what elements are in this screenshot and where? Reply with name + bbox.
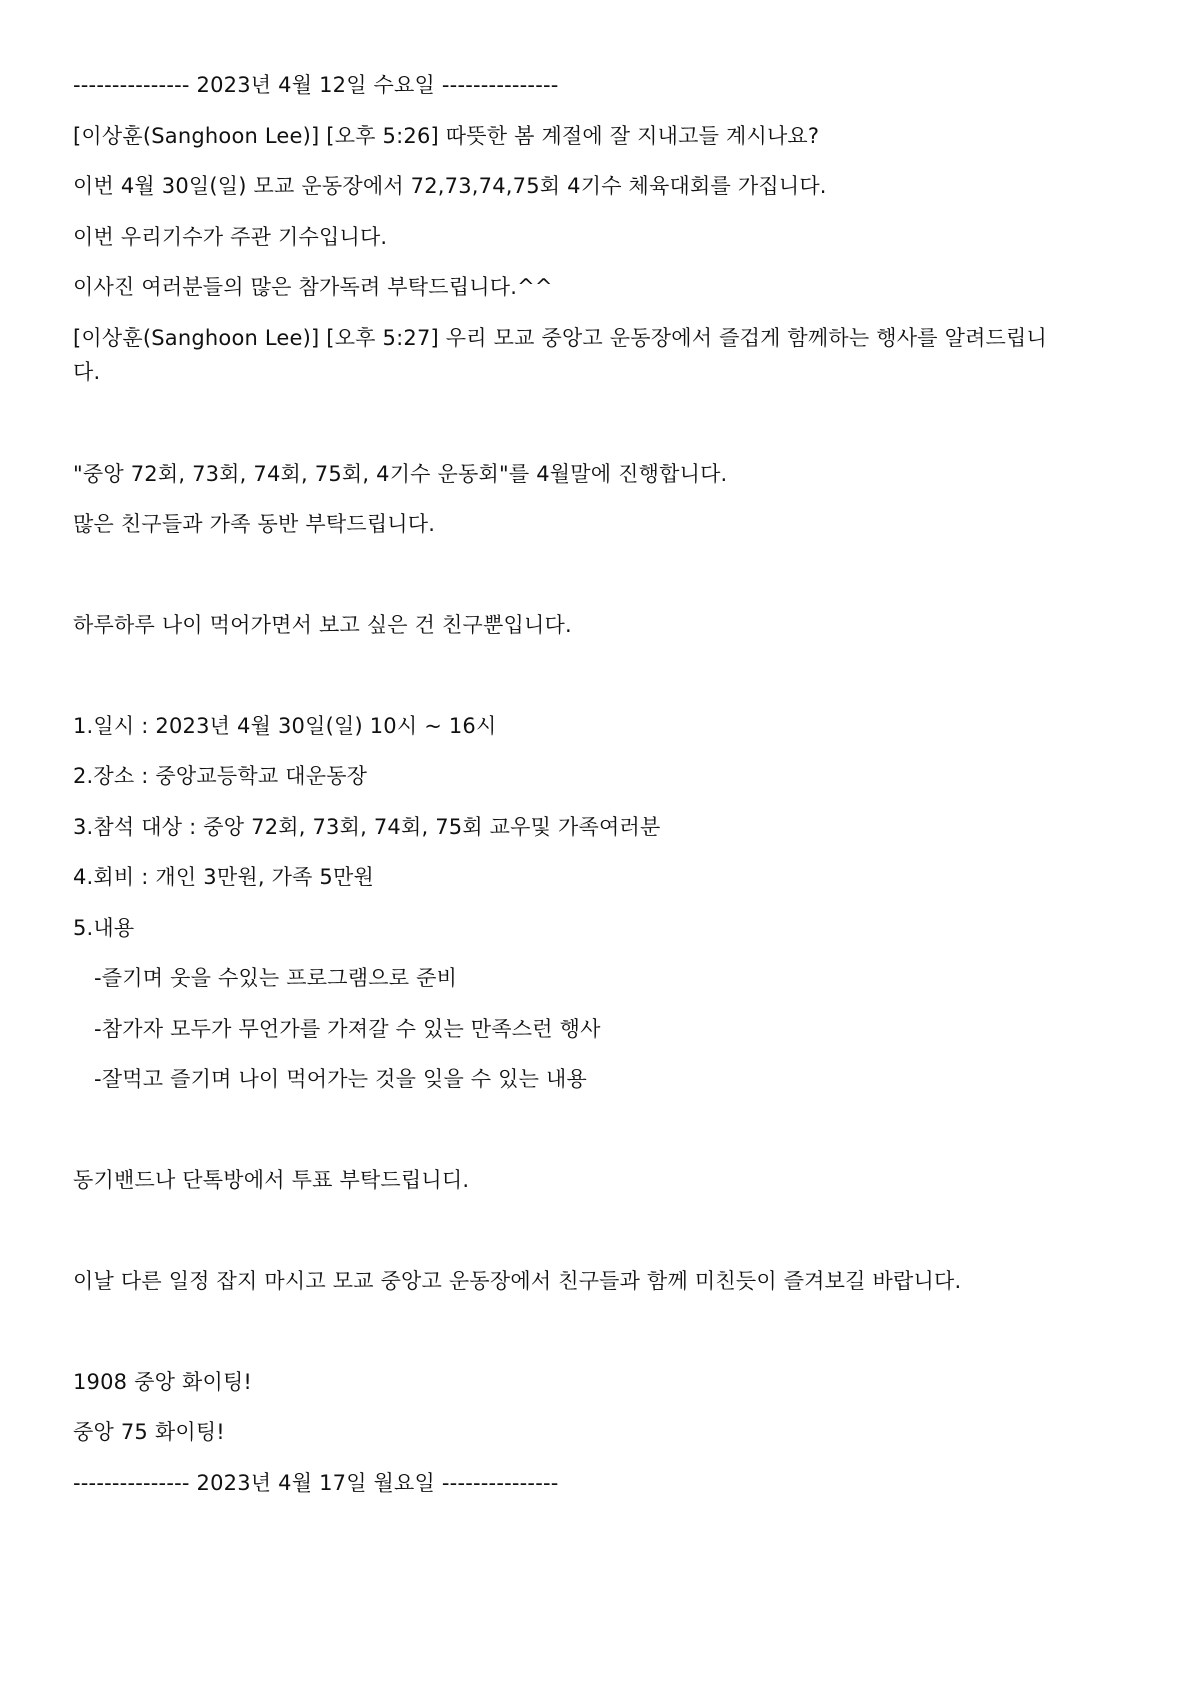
program-item: -잘먹고 즐기며 나이 먹어가는 것을 잊을 수 있는 내용 bbox=[94, 1067, 587, 1091]
message-line: 이사진 여러분들의 많은 참가독려 부탁드립니다.^^ bbox=[73, 275, 553, 299]
event-detail-line: 4.회비 : 개인 3만원, 가족 5만원 bbox=[73, 865, 374, 889]
message-line: 다. bbox=[73, 360, 101, 384]
message-line: 중앙 75 화이팅! bbox=[73, 1420, 225, 1444]
message-line: "중앙 72회, 73회, 74회, 75회, 4기수 운동회"를 4월말에 진행합니다. bbox=[73, 462, 728, 486]
event-detail-line: 3.참석 대상 : 중앙 72회, 73회, 74회, 75회 교우및 가족여러분 bbox=[73, 815, 661, 839]
message-line: 이번 4월 30일(일) 모교 운동장에서 72,73,74,75회 4기수 체육대회를 가집니다. bbox=[73, 174, 827, 198]
event-detail-line: 1.일시 : 2023년 4월 30일(일) 10시 ~ 16시 bbox=[73, 714, 497, 738]
program-item: -즐기며 웃을 수있는 프로그램으로 준비 bbox=[94, 966, 458, 990]
message-line: 동기밴드나 단톡방에서 투표 부탁드립니디. bbox=[73, 1168, 470, 1192]
message-line: [이상훈(Sanghoon Lee)] [오후 5:26] 따뜻한 봄 계절에 잘 지내고들 계시나요? bbox=[73, 124, 820, 148]
message-line: 많은 친구들과 가족 동반 부탁드립니다. bbox=[73, 512, 436, 536]
event-detail-line: 5.내용 bbox=[73, 916, 135, 940]
message-line: 이날 다른 일정 잡지 마시고 모교 중앙고 운동장에서 친구들과 함께 미친듯이 즐겨보길 바랍니다. bbox=[73, 1269, 962, 1293]
program-item: -참가자 모두가 무언가를 가져갈 수 있는 만족스런 행사 bbox=[94, 1017, 601, 1041]
message-line: 이번 우리기수가 주관 기수입니다. bbox=[73, 225, 388, 249]
date-separator: --------------- 2023년 4월 12일 수요일 --------------- bbox=[73, 73, 559, 97]
date-separator: --------------- 2023년 4월 17일 월요일 --------------- bbox=[73, 1471, 559, 1495]
message-line: [이상훈(Sanghoon Lee)] [오후 5:27] 우리 모교 중앙고 운동장에서 즐겁게 함께하는 행사를 알려드립니 bbox=[73, 326, 1048, 350]
message-line: 1908 중앙 화이팅! bbox=[73, 1370, 253, 1394]
message-line: 하루하루 나이 먹어가면서 보고 싶은 건 친구뿐입니다. bbox=[73, 613, 572, 637]
event-detail-line: 2.장소 : 중앙교등학교 대운동장 bbox=[73, 764, 368, 788]
